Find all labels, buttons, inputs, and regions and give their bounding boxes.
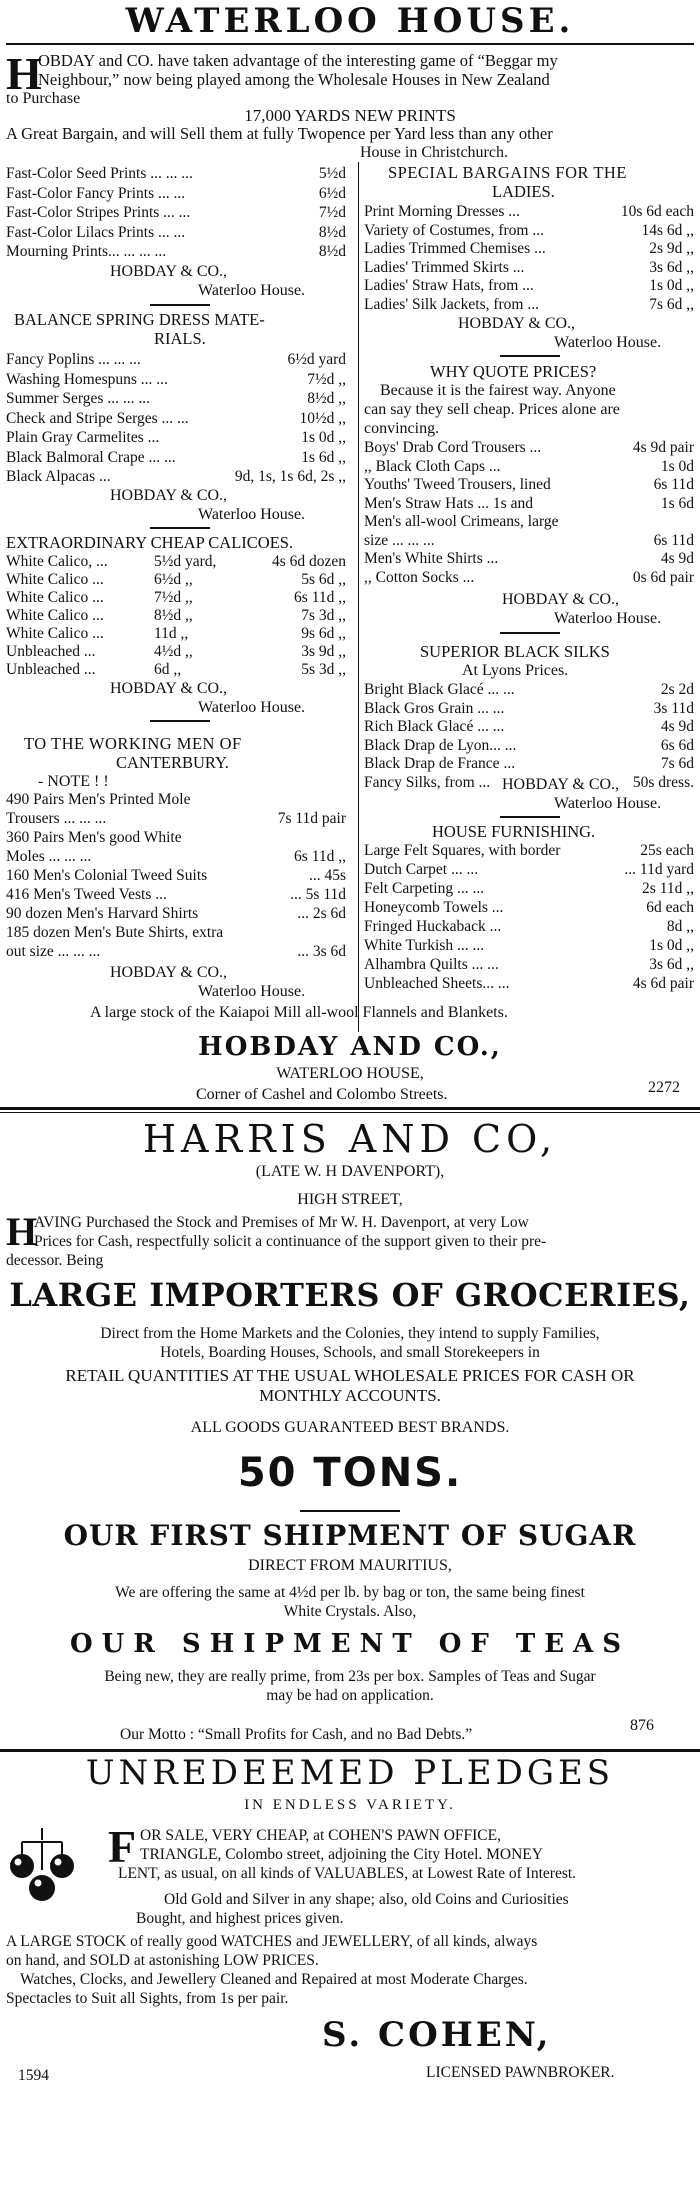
cohen-line: LENT, as usual, on all kinds of VALUABLES, at Lowest Rate of Interest.	[118, 1865, 577, 1882]
price-row	[364, 736, 694, 755]
item-name: Check and Stripe Serges ... ...	[6, 409, 189, 427]
drop-cap: H	[6, 48, 42, 99]
price-row	[364, 512, 694, 531]
direct-line: Direct from the Home Markets and the Colonies, they intend to supply Families,	[100, 1325, 600, 1342]
price-row	[6, 904, 346, 923]
item-name: Print Morning Dresses ...	[364, 203, 520, 220]
sign-name: HOBDAY & CO.,	[110, 263, 228, 280]
price-row	[6, 942, 346, 961]
price-row	[364, 680, 694, 699]
rule	[150, 527, 210, 529]
item-price: 9s 6d ,,	[301, 625, 346, 642]
price-row	[364, 974, 694, 993]
gold-line: Bought, and highest prices given.	[136, 1910, 344, 1927]
rule	[500, 816, 560, 818]
price-row	[6, 642, 346, 661]
item-price: 5½d	[318, 165, 346, 182]
harris-line: AVING Purchased the Stock and Premises of Mr W. H. Davenport, at very Low	[34, 1214, 529, 1231]
sign-name: HOBDAY & CO.,	[502, 776, 620, 793]
price-row	[364, 841, 694, 860]
item-name: out size ... ... ...	[6, 943, 101, 960]
pledges-title: UNREDEEMED PLEDGES	[85, 1753, 615, 1793]
item-name: Honeycomb Towels ...	[364, 899, 504, 916]
intro-line: Neighbour,” now being played among the Wholesale Houses in New Zealand	[38, 70, 550, 89]
price-row	[364, 239, 694, 258]
item-price: 3s 6d ,,	[649, 956, 694, 973]
item-name: Boys' Drab Cord Trousers ...	[364, 439, 542, 456]
price-row	[364, 438, 694, 457]
item-price: 4s 6d pair	[632, 975, 694, 992]
item-name: 416 Men's Tweed Vests ...	[6, 886, 167, 903]
cohen-line: OR SALE, VERY CHEAP, at COHEN'S PAWN OFFICE,	[140, 1827, 501, 1844]
item-unit-price: 6d ,,	[154, 661, 182, 678]
item-name: Ladies' Trimmed Skirts ...	[364, 258, 525, 276]
item-name: size ... ... ...	[364, 531, 435, 549]
guaranteed-line: ALL GOODS GUARANTEED BEST BRANDS.	[190, 1419, 510, 1436]
why-heading: WHY QUOTE PRICES?	[430, 362, 597, 381]
section-rule	[0, 1749, 700, 1752]
offer-line: We are offering the same at 4½d per lb. by bag or ton, the same being finest	[115, 1584, 585, 1601]
price-row	[364, 494, 694, 513]
item-price: 6s 11d	[653, 476, 694, 493]
fifty-tons: 50 TONS.	[237, 1450, 463, 1496]
section-rule	[0, 1107, 700, 1110]
sign-name: HOBDAY & CO.,	[110, 964, 228, 981]
item-price: 2s 11d ,,	[642, 880, 694, 897]
price-row	[6, 624, 346, 643]
price-row	[6, 184, 346, 203]
calicoes-heading: EXTRAORDINARY CHEAP CALICOES.	[6, 533, 294, 552]
price-row	[364, 879, 694, 898]
price-row	[6, 389, 346, 408]
stock-line: on hand, and SOLD at astonishing LOW PRICES.	[6, 1952, 319, 1969]
price-row	[6, 606, 346, 625]
price-row	[364, 276, 694, 295]
ad-number: 2272	[648, 1079, 680, 1096]
price-row	[6, 660, 346, 679]
cohen-name: S. COHEN,	[322, 2015, 552, 2055]
item-price: 1s 0d ,,	[301, 429, 346, 446]
rule	[150, 304, 210, 306]
item-name: Ladies' Silk Jackets, from ...	[364, 295, 539, 313]
item-price: 6½d	[318, 184, 346, 202]
item-price: 8d ,,	[666, 918, 694, 935]
mauritius-line: DIRECT FROM MAURITIUS,	[248, 1557, 452, 1574]
price-row	[364, 295, 694, 314]
price-row	[6, 223, 346, 242]
item-price: 5s 6d ,,	[301, 571, 346, 588]
item-name: Men's White Shirts ...	[364, 550, 499, 567]
item-name: Dutch Carpet ... ...	[364, 861, 479, 878]
item-price: 8½d	[318, 223, 346, 241]
item-name: Fast-Color Fancy Prints ... ...	[6, 184, 186, 202]
item-name: 160 Men's Colonial Tweed Suits	[6, 867, 208, 884]
price-row	[6, 552, 346, 571]
item-name: Plain Gray Carmelites ...	[6, 429, 160, 446]
item-unit-price: 7½d ,,	[154, 589, 193, 606]
price-row	[6, 350, 346, 369]
sign-house: Waterloo House.	[554, 610, 662, 627]
sign-name: HOBDAY & CO.,	[458, 315, 576, 332]
direct-line: Hotels, Boarding Houses, Schools, and small Storekeepers in	[160, 1344, 540, 1361]
price-row	[6, 467, 346, 486]
retail-line: RETAIL QUANTITIES AT THE USUAL WHOLESALE PRICES FOR CASH OR	[65, 1366, 635, 1385]
price-row	[6, 866, 346, 885]
column-divider	[358, 162, 359, 1032]
item-name: Bright Black Glacé ... ...	[364, 681, 515, 698]
item-name: White Turkish ... ...	[364, 937, 485, 954]
item-name: Men's Straw Hats ... 1s and	[364, 494, 533, 512]
item-name: Black Alpacas ...	[6, 468, 111, 485]
balance-heading: BALANCE SPRING DRESS MATE-	[14, 310, 265, 329]
item-name: Moles ... ... ...	[6, 848, 92, 865]
importers-heading: LARGE IMPORTERS OF GROCERIES,	[9, 1276, 691, 1314]
balance-heading: RIALS.	[154, 329, 206, 348]
item-name: Mourning Prints... ... ... ...	[6, 243, 167, 260]
item-unit-price: 5½d yard,	[154, 553, 217, 570]
item-unit-price: 4½d ,,	[154, 643, 193, 660]
item-unit-price: 6½d ,,	[154, 571, 193, 588]
section-rule	[0, 1112, 700, 1113]
licensed-line: LICENSED PAWNBROKER.	[426, 2064, 615, 2081]
item-price: ... 45s	[308, 867, 346, 884]
item-name: Felt Carpeting ... ...	[364, 880, 485, 897]
harris-line: Prices for Cash, respectfully solicit a continuance of the support given to their pre-	[34, 1233, 547, 1250]
price-row	[6, 847, 346, 866]
item-price: 7s 3d ,,	[301, 607, 346, 624]
item-price: 6s 11d	[653, 531, 694, 549]
special-heading: SPECIAL BARGAINS FOR THE	[388, 163, 627, 182]
motto: Our Motto : “Small Profits for Cash, and no Bad Debts.”	[120, 1726, 473, 1743]
retail-line: MONTHLY ACCOUNTS.	[259, 1386, 441, 1405]
item-name: Large Felt Squares, with border	[364, 842, 561, 859]
item-name: ,, Cotton Socks ...	[364, 568, 475, 586]
hobday-footer-name: HOBDAY AND CO.,	[198, 1032, 502, 1062]
item-name: Fast-Color Lilacs Prints ... ...	[6, 223, 186, 241]
sign-house: Waterloo House.	[198, 699, 306, 716]
teas-heading: OUR SHIPMENT OF TEAS	[69, 1629, 631, 1659]
item-price: 2s 2d	[660, 681, 694, 698]
item-name: Variety of Costumes, from ...	[364, 221, 544, 239]
sign-name: HOBDAY & CO.,	[110, 680, 228, 697]
item-name: Unbleached ...	[6, 661, 96, 678]
item-name: White Calico, ...	[6, 553, 108, 570]
price-row	[364, 860, 694, 879]
item-price: 4s 9d	[660, 550, 694, 567]
sign-house: Waterloo House.	[198, 983, 306, 1000]
harris-line: decessor. Being	[6, 1252, 104, 1269]
special-heading: LADIES.	[492, 182, 555, 201]
item-price: 10½d ,,	[299, 409, 346, 427]
item-name: Black Drap de Lyon... ...	[364, 736, 517, 754]
item-price: 1s 6d	[660, 494, 694, 512]
price-row	[364, 917, 694, 936]
price-row	[364, 202, 694, 221]
item-price: 10s 6d each	[620, 203, 694, 220]
item-name: Trousers ... ... ...	[6, 810, 107, 827]
cohen-line: TRIANGLE, Colombo street, adjoining the City Hotel. MONEY	[140, 1846, 543, 1863]
price-row	[6, 923, 346, 942]
harris-late: (LATE W. H DAVENPORT),	[255, 1163, 445, 1180]
item-name: White Calico ...	[6, 625, 104, 642]
price-row	[364, 258, 694, 277]
item-name: Unbleached Sheets... ...	[364, 975, 510, 992]
item-name: Fast-Color Stripes Prints ... ...	[6, 204, 191, 221]
drop-cap: H	[6, 1209, 38, 1254]
item-price: 50s dress.	[632, 773, 694, 791]
price-row	[6, 570, 346, 589]
item-name: Fancy Silks, from ...	[364, 773, 491, 791]
price-row	[6, 885, 346, 904]
rule	[150, 720, 210, 722]
why-line: can say they sell cheap. Prices alone are	[364, 401, 620, 418]
price-row	[364, 549, 694, 568]
sign-house: Waterloo House.	[198, 506, 306, 523]
item-price: 2s 9d ,,	[649, 240, 694, 257]
price-row	[6, 203, 346, 222]
repair-line: Watches, Clocks, and Jewellery Cleaned and Repaired at most Moderate Charges.	[20, 1971, 528, 1988]
price-row	[6, 370, 346, 389]
item-price: ... 2s 6d	[297, 905, 346, 922]
prints-line: A Great Bargain, and will Sell them at fully Twopence per Yard less than any other	[6, 124, 553, 143]
item-price: 7s 11d pair	[277, 810, 346, 827]
stock-line: A LARGE STOCK of really good WATCHES and JEWELLERY, of all kinds, always	[6, 1933, 538, 1950]
price-row	[364, 754, 694, 773]
item-price: 7s 6d	[660, 755, 694, 772]
item-price: 6s 11d ,,	[294, 848, 346, 865]
price-row	[364, 717, 694, 736]
price-row	[364, 699, 694, 718]
hobday-footer-house: WATERLOO HOUSE,	[276, 1065, 424, 1082]
item-price: 1s 0d	[660, 457, 694, 475]
item-name: ,, Black Cloth Caps ...	[364, 457, 501, 475]
price-row	[364, 898, 694, 917]
item-price: ... 3s 6d	[297, 943, 346, 960]
silks-sub: At Lyons Prices.	[462, 662, 569, 679]
item-price: 1s 6d ,,	[301, 448, 346, 466]
working-heading: CANTERBURY.	[116, 753, 229, 772]
item-price: 4s 9d pair	[632, 439, 694, 456]
price-row	[364, 475, 694, 494]
working-heading: TO THE WORKING MEN OF	[24, 734, 242, 753]
item-price: 7½d ,,	[307, 370, 346, 388]
item-name: White Calico ...	[6, 571, 104, 588]
item-price: 3s 9d ,,	[301, 643, 346, 660]
note: - NOTE ! !	[38, 773, 109, 790]
silks-heading: SUPERIOR BLACK SILKS	[420, 642, 610, 661]
harris-title: HARRIS AND CO,	[142, 1117, 558, 1161]
sign-house: Waterloo House.	[554, 334, 662, 351]
sugar-heading: OUR FIRST SHIPMENT OF SUGAR	[63, 1519, 637, 1552]
item-price: ... 5s 11d	[290, 886, 346, 903]
item-name: 90 dozen Men's Harvard Shirts	[6, 905, 199, 922]
price-row	[364, 955, 694, 974]
repair-line: Spectacles to Suit all Sights, from 1s per pair.	[6, 1990, 289, 2007]
item-price: 4s 9d	[660, 718, 694, 735]
item-name: Ladies Trimmed Chemises ...	[364, 240, 546, 257]
item-price: 6s 11d ,,	[294, 589, 346, 606]
rule	[300, 1510, 400, 1512]
item-name: Youths' Tweed Trousers, lined	[364, 476, 551, 493]
harris-street: HIGH STREET,	[297, 1191, 403, 1208]
price-row	[364, 221, 694, 240]
price-row	[6, 164, 346, 183]
item-name: Black Gros Grain ... ...	[364, 699, 505, 717]
pledges-sub: IN ENDLESS VARIETY.	[244, 1797, 456, 1813]
item-price: 0s 6d pair	[632, 568, 694, 586]
item-price: 4s 6d dozen	[271, 553, 346, 570]
drop-cap: F	[108, 1821, 137, 1872]
kaiapoi-line: A large stock of the Kaiapoi Mill all-wool Flannels and Blankets.	[90, 1004, 508, 1021]
item-price: 6½d yard	[287, 351, 346, 368]
intro-line: OBDAY and CO. have taken advantage of the interesting game of “Beggar my	[38, 51, 558, 70]
item-price: 7s 6d ,,	[649, 295, 694, 313]
item-price: 8½d ,,	[307, 390, 346, 407]
item-name: Fringed Huckaback ...	[364, 918, 502, 935]
item-price: 1s 0d ,,	[649, 937, 694, 954]
item-name: Summer Serges ... ... ...	[6, 390, 150, 407]
item-name: Washing Homespuns ... ...	[6, 370, 168, 388]
item-price: 3s 6d ,,	[649, 258, 694, 276]
waterloo-title: WATERLOO HOUSE.	[125, 1, 575, 41]
price-row	[364, 568, 694, 587]
prints-heading: 17,000 YARDS NEW PRINTS	[244, 106, 456, 125]
item-name: 490 Pairs Men's Printed Mole	[6, 791, 191, 808]
prints-line: House in Christchurch.	[360, 144, 508, 161]
item-name: Black Balmoral Crape ... ...	[6, 448, 176, 466]
item-unit-price: 8½d ,,	[154, 607, 193, 624]
intro-line: to Purchase	[6, 90, 81, 107]
price-row	[6, 409, 346, 428]
price-row	[6, 588, 346, 607]
item-unit-price: 11d ,,	[154, 625, 189, 642]
price-row	[6, 242, 346, 261]
item-price: ... 11d yard	[624, 861, 694, 878]
item-price: 8½d	[318, 243, 346, 260]
teas-line: may be had on application.	[266, 1687, 434, 1704]
price-row	[6, 448, 346, 467]
item-price: 6d each	[646, 899, 694, 916]
item-name: Rich Black Glacé ... ...	[364, 718, 505, 735]
price-row	[6, 790, 346, 809]
offer-line: White Crystals. Also,	[283, 1603, 417, 1620]
rule	[500, 632, 560, 634]
item-price: 6s 6d	[660, 736, 694, 754]
item-name: Black Drap de France ...	[364, 755, 516, 772]
item-name: Unbleached ...	[6, 643, 96, 660]
furnishing-heading: HOUSE FURNISHING.	[432, 822, 596, 841]
item-price: 14s 6d ,,	[641, 221, 694, 239]
rule	[6, 43, 694, 45]
item-name: Fancy Poplins ... ... ...	[6, 351, 141, 368]
ad-number: 876	[630, 1717, 654, 1734]
item-price: 1s 0d ,,	[649, 277, 694, 294]
sign-name: HOBDAY & CO.,	[502, 591, 620, 608]
item-name: Ladies' Straw Hats, from ...	[364, 277, 534, 294]
sign-house: Waterloo House.	[198, 282, 306, 299]
why-line: Because it is the fairest way. Anyone	[380, 382, 616, 399]
sign-house: Waterloo House.	[554, 795, 662, 812]
hobday-footer-address: Corner of Cashel and Colombo Streets.	[196, 1086, 448, 1103]
item-name: Fast-Color Seed Prints ... ... ...	[6, 165, 193, 182]
price-row	[364, 936, 694, 955]
item-price: 7½d	[318, 204, 346, 221]
item-price: 5s 3d ,,	[301, 661, 346, 678]
why-line: convincing.	[364, 420, 440, 437]
price-row	[6, 428, 346, 447]
gold-line: Old Gold and Silver in any shape; also, old Coins and Curiosities	[164, 1891, 569, 1908]
item-price: 9d, 1s, 1s 6d, 2s ,,	[234, 468, 346, 485]
item-name: Men's all-wool Crimeans, large	[364, 513, 559, 530]
item-price: 25s each	[640, 842, 694, 859]
item-name: 360 Pairs Men's good White	[6, 829, 182, 846]
price-row	[364, 457, 694, 476]
pawnbroker-balls-icon	[8, 1826, 76, 1904]
sign-name: HOBDAY & CO.,	[110, 487, 228, 504]
item-name: White Calico ...	[6, 589, 104, 606]
item-name: 185 dozen Men's Bute Shirts, extra	[6, 924, 224, 941]
price-row	[6, 809, 346, 828]
item-price: 3s 11d	[653, 699, 694, 717]
item-name: White Calico ...	[6, 607, 104, 624]
item-name: Alhambra Quilts ... ...	[364, 956, 499, 973]
teas-line: Being new, they are really prime, from 23s per box. Samples of Teas and Sugar	[104, 1668, 596, 1685]
rule	[500, 355, 560, 357]
price-row	[364, 531, 694, 550]
price-row	[6, 828, 346, 847]
ad-number: 1594	[18, 2067, 49, 2084]
